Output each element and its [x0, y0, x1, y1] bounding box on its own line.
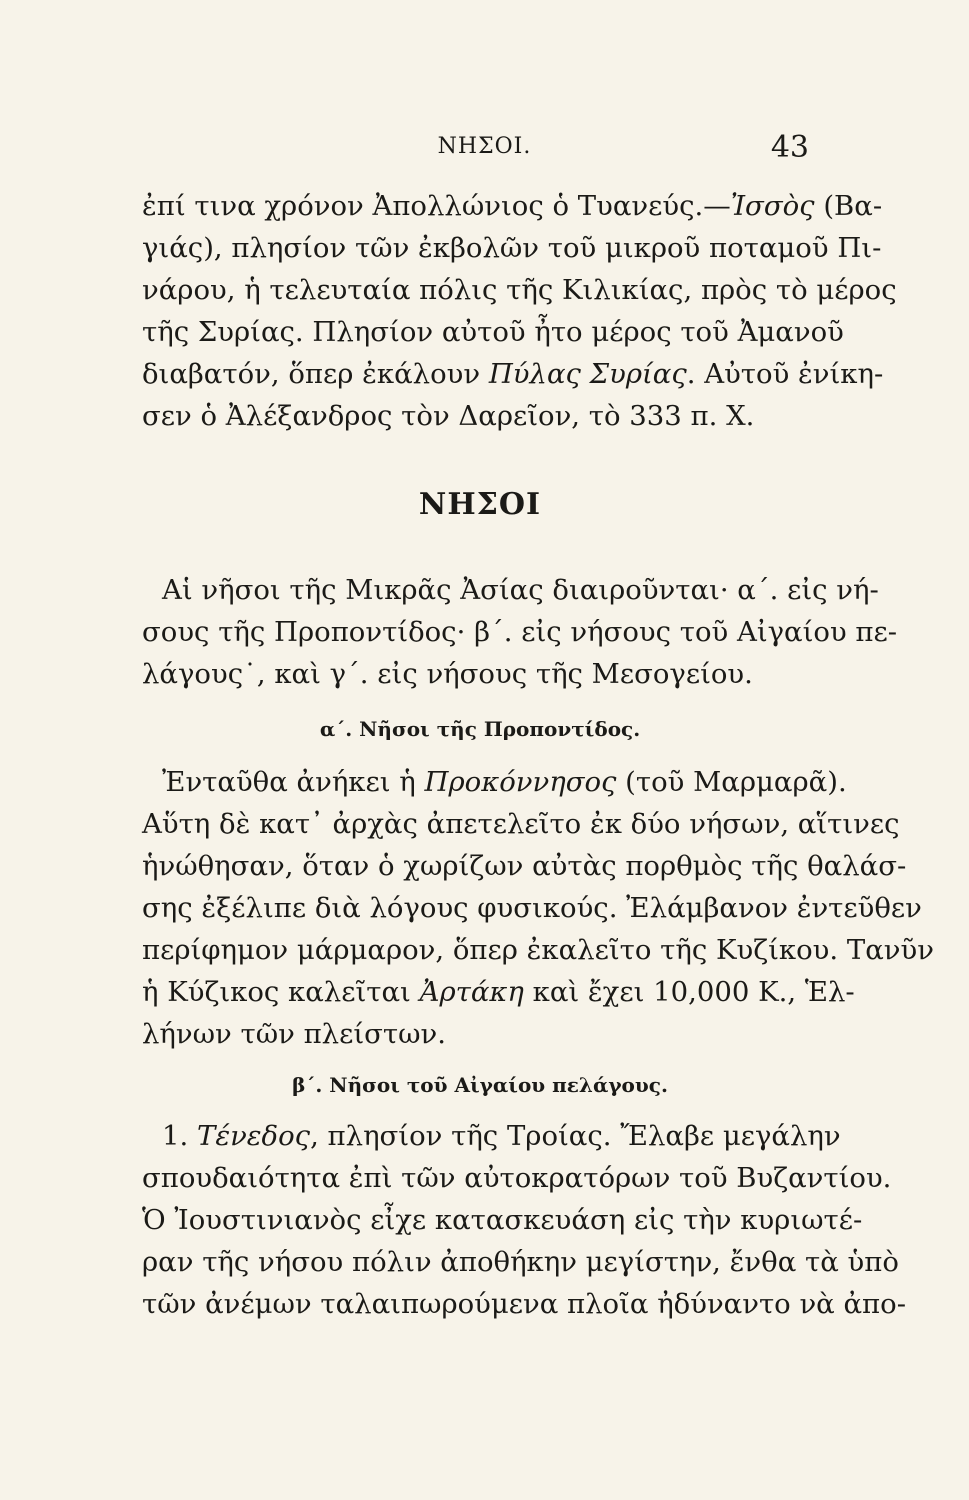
text-line: σους τῆς Προποντίδος· β΄. εἰς νήσους τοῦ Αἰγαίου πε- — [142, 616, 898, 648]
page-number: 43 — [770, 130, 809, 165]
text-line: σπουδαιότητα ἐπὶ τῶν αὐτοκρατόρων τοῦ Βυζαντίου. — [142, 1162, 892, 1194]
paragraph-tenedos — [142, 1115, 841, 1157]
text-line: διαβατόν, ὅπερ ἐκάλουν Πύλας Συρίας. Αὐτοῦ ἐνίκη- — [142, 358, 884, 390]
text-line: ραν τῆς νήσου πόλιν ἀποθήκην μεγίστην, ἔνθα τὰ ὑπὸ — [142, 1246, 899, 1278]
paragraph-tenedos-cont — [142, 1157, 906, 1325]
text-line: 1. Τένεδος, πλησίον τῆς Τροίας. Ἔλαβε μεγάλην — [162, 1120, 841, 1152]
text-line: ἡ Κύζικος καλεῖται Ἀρτάκη καὶ ἔχει 10,000 Κ., Ἑλ- — [142, 976, 855, 1008]
running-head — [0, 130, 969, 166]
section-title: ΝΗΣΟΙ — [418, 487, 542, 522]
paragraph-prokonnesos-cont — [142, 803, 934, 1055]
text-line: σεν ὁ Ἀλέξανδρος τὸν Δαρεῖον, τὸ 333 π. Χ. — [142, 400, 755, 432]
paragraph-islands-division — [142, 569, 879, 611]
text-line: σης ἐξέλιπε διὰ λόγους φυσικούς. Ἐλάμβανον ἐντεῦθεν — [142, 892, 922, 924]
text-line: ἐπί τινα χρόνον Ἀπολλώνιος ὁ Τυανεύς.—Ἰσσὸς (Βα- — [142, 190, 883, 222]
subheading-propontis: α΄. Νῆσοι τῆς Προποντίδος. — [319, 717, 641, 741]
italic-term: Πύλας Συρίας — [488, 358, 687, 390]
paragraph-islands-division-cont — [142, 611, 898, 695]
text-line: λήνων τῶν πλείστων. — [142, 1018, 447, 1050]
italic-term: Προκόννησος — [424, 766, 617, 798]
body-text — [142, 185, 934, 1325]
italic-term: Τένεδος — [196, 1120, 311, 1152]
running-title: ΝΗΣΟΙ. — [437, 134, 532, 159]
italic-term: Ἀρτάκη — [419, 976, 524, 1008]
text-line: τῶν ἀνέμων ταλαιπωρούμενα πλοῖα ἠδύναντο νὰ ἀπο- — [142, 1288, 906, 1320]
text-line: νάρου, ἡ τελευταία πόλις τῆς Κιλικίας, πρὸς τὸ μέρος — [142, 274, 897, 306]
text-line: περίφημον μάρμαρον, ὅπερ ἐκαλεῖτο τῆς Κυζίκου. Τανῦν — [142, 934, 934, 966]
subheading-aegean: β΄. Νῆσοι τοῦ Αἰγαίου πελάγους. — [292, 1073, 668, 1097]
text-line: γιάς), πλησίον τῶν ἐκβολῶν τοῦ μικροῦ ποταμοῦ Πι- — [142, 232, 882, 264]
paragraph-prokonnesos — [142, 761, 847, 803]
text-line: Αἱ νῆσοι τῆς Μικρᾶς Ἀσίας διαιροῦνται· α΄. εἰς νή- — [162, 574, 879, 606]
text-line: ἡνώθησαν, ὅταν ὁ χωρίζων αὐτὰς πορθμὸς τῆς θαλάσ- — [142, 850, 907, 882]
text-line: τῆς Συρίας. Πλησίον αὐτοῦ ἦτο μέρος τοῦ Ἀμανοῦ — [142, 316, 844, 348]
text-line: Ὁ Ἰουστινιανὸς εἶχε κατασκευάση εἰς τὴν κυριωτέ- — [142, 1204, 863, 1236]
text-line: Αὕτη δὲ κατ᾽ ἀρχὰς ἀπετελεῖτο ἐκ δύο νήσων, αἵτινες — [142, 808, 900, 840]
italic-term: Ἰσσὸς — [730, 190, 815, 222]
text-line: Ἐνταῦθα ἀνήκει ἡ Προκόννησος (τοῦ Μαρμαρᾶ). — [162, 766, 847, 798]
paragraph-issos — [142, 185, 897, 437]
text-line: λάγους˙, καὶ γ΄. εἰς νήσους τῆς Μεσογείου. — [142, 658, 753, 690]
